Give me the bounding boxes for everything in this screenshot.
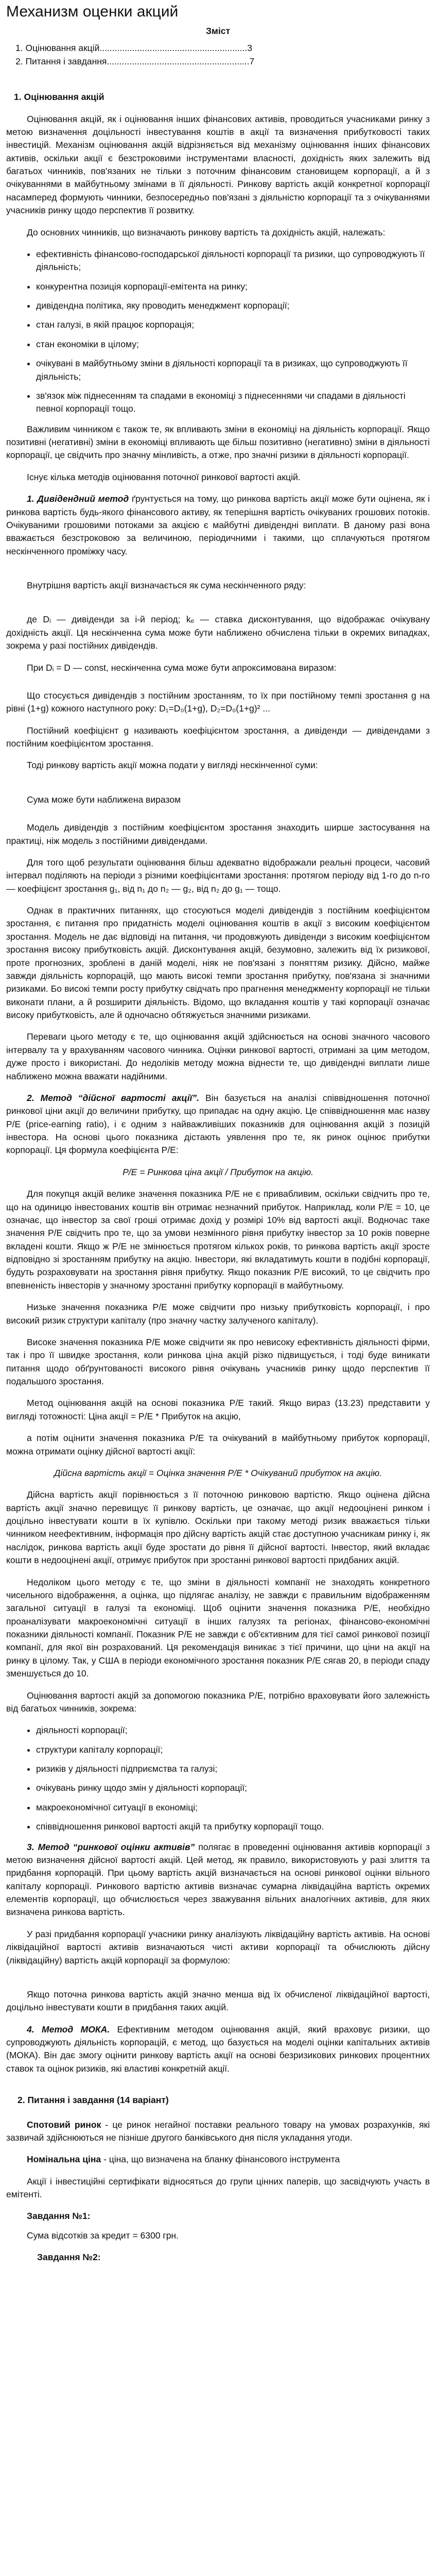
method-1-text: ґрунтується на тому, що ринкова вартість акції може бути оцінена, як і ринкова вартість будь-якого фінансового активу, як теперішня вартість очікуваних грошових потоків. Очікуваними грошовими потоками за акцією є майбутні дивідендні виплати. В даному разі вона вважається безстроковою за величиною, періодичними і такими, що сплачуються протягом нескінченного проміжку часу.	[6, 494, 430, 556]
task-1-answer: Сума відсотків за кредит = 6300 грн.	[27, 2230, 179, 2241]
paragraph: Існує кілька методів оцінювання поточної ринкової вартості акцій.	[27, 471, 301, 482]
paragraph: де Dᵢ — дивіденди за і-й період; kₑ — ставка дисконтування, що відображає очікувану дохідність акції. Ця нескінченна сума може бути наближено обчислена тільки в окремих випадках, зокрема у разі постійних дивідендів.	[6, 614, 430, 651]
method-1-label: 1. Дивідендний метод	[27, 494, 129, 504]
toc-heading: Зміст	[205, 26, 231, 36]
paragraph: Що стосується дивідендів з постійним зростанням, то їх при постійному темпі зростання g на рівні (1+g) кожного наступного року: D₁=D₀(1+g), D₂=D₀(1+g)² ...	[6, 690, 430, 714]
term-nominal-price	[6, 2153, 430, 2166]
paragraph: Низьке значення показника P/E може свідчити про низьку прибутковість корпорації, і про високий ризик структури капіталу (про значну частку залученого капіталу).	[6, 1302, 430, 1326]
formula-intrinsic-value-text: Дійсна вартість акції = Оцінка значення P/E * Очікуваний прибуток на акцію.	[54, 1467, 382, 1478]
paragraph: Дійсна вартість акції порівнюється з її поточною ринковою вартістю. Якщо оцінена дійсна вартість акції значно перевищує її ринкову вартість, це означає, що акції недооцінені ринком і доцільно інвестувати кошти в їх купівлю. Оскільки при такому методі ризик вважається тільки чинником неефективним, інформація про дійсну вартість акцій стає доступною учасникам ринку і, як наслідок, ринкова вартість акції буде зростати до рівня її дійсної вартості. Інвестор, який вкладає кошти в недооцінені акції, отримує прибуток при зростанні ринкової вартості придбаних акцій.	[6, 1489, 430, 1566]
method-4-text: Ефективним методом оцінювання акцій, який враховує ризики, що супроводжують діяльність корпорацій, є метод, що базується на моделі оцінки капітальних активів (МОКА). Він дає змогу оцінити ринкову вартість акції на основі безризикових ринкових процентних ставок та оцінок ризиків, які властиві конкретній акції.	[6, 2024, 430, 2074]
list-item: • конкурентна позиція корпорації-емітента на ринку;	[36, 280, 430, 293]
pe-factors-list	[6, 1724, 430, 1833]
paragraph: Для того щоб результати оцінювання більш адекватно відображали реальні процеси, часовий інтервал поділяють на періоди з різними коефіцієнтами зростання: протягом періоду від 1-го до n-го — коефіцієнт зростання g₁, від n₁ до n₂ — g₂, від n₂ до g₁ — тощо.	[6, 857, 430, 894]
paragraph: При Dᵢ = D — const, нескінченна сума може бути апроксимована виразом:	[27, 662, 337, 673]
method-3-paragraph	[6, 1841, 430, 1919]
formula-intrinsic-value	[6, 1467, 430, 1480]
list-item: • ефективність фінансово-господарської діяльності корпорації та ризики, що супроводжують її діяльність;	[36, 248, 430, 274]
paragraph: Метод оцінювання акцій на основі показника P/E такий. Якщо вираз (13.23) представити у вигляді тотожності: Ціна акції = P/E * Прибуток на акцію,	[6, 1398, 430, 1421]
paragraph: У разі придбання корпорації учасники ринку аналізують ліквідаційну вартість активів. На основі ліквідаційної вартості активів визначаються чисті активи корпорації та обчислюють дійсну (ліквідаційну) вартість акцій корпорації за формулою:	[6, 1928, 430, 1965]
term-spot-market	[6, 2119, 430, 2145]
task-1-heading: Завдання №1:	[27, 2211, 91, 2222]
paragraph: Акції і інвестиційні сертифікати відносяться до групи цінних паперів, що засвідчують участь в емітенті.	[6, 2176, 430, 2199]
method-2-label: 2. Метод “дійсної вартості акції”.	[27, 1092, 199, 1103]
paragraph: Модель дивідендів з постійним коефіцієнтом зростання знаходить ширше застосування на практиці, ніж модель з постійними дивідендами.	[6, 822, 430, 846]
paragraph: Переваги цього методу є те, що оцінювання акцій здійснюється на основі значного часового інтервалу та у врахуванням часового чинника. Оцінки ринкової вартості, отримані за цим методом, дуже просто і використані. До недоліків методу можна віднести те, що дивідендні виплати лише наближено можна вважати надійними.	[6, 1031, 430, 1081]
method-2-text: Він базується на аналізі співвідношення поточної ринкової ціни акції до величини прибутку, що припадає на одну акцію. Це співвідношення має назву P/E (price-earning ratio), і є одним з найважливіших показників для оцінювання акцій з позицій інвестора. На основі цього показника дістають уявлення про те, як ринок оцінює прибутки корпорації. Ця формула коефіцієнта P/E:	[6, 1092, 430, 1156]
toc-link-1[interactable]: 1. Оцінювання акцій...........................................................3	[15, 43, 252, 54]
paragraph: Високе значення показника P/E може свідчити як про невисоку ефективність діяльності фірми, так і про її швидке зростання, коли ринкова ціна акцій різко підвищується, і тоді буде виникати питання щодо обґрунтованості високого рівня очікувань учасників ринку щодо перспектив її подальшого зростання.	[6, 1336, 430, 1386]
list-item: • структури капіталу корпорації;	[36, 1743, 430, 1756]
paragraph: До основних чинників, що визначають ринкову вартість та дохідність акцій, належать:	[27, 227, 386, 238]
list-item: • ризиків у діяльності підприємства та галузі;	[36, 1762, 430, 1775]
method-3-text: полягає в проведенні оцінювання активів корпорації з метою визначення дійсної вартості акцій. Цей метод, як правило, використовують у разі злиття та придбання корпорацій. При цьому вартість акцій визначається на основі ринкової оцінки вільного капіталу корпорації. Ринкового вартістю активів визначає сумарна ліквідаційна вартість окремих елементів корпорації, що обчислюється через зважування вільних аналогічних активів, для яких визначена ринкова вартість.	[6, 1841, 430, 1918]
method-3-label: 3. Метод “ринкової оцінки активів”	[27, 1841, 195, 1852]
document-title: Механизм оценки акций	[6, 3, 179, 20]
term-spot-market-label: Спотовий ринок	[27, 2119, 101, 2130]
paragraph: Сума може бути наближена виразом	[27, 794, 181, 805]
paragraph: Тоді ринкову вартість акції можна подати у вигляді нескінченної суми:	[27, 760, 318, 771]
list-item: • макроекономічної ситуації в економіці;	[36, 1801, 430, 1814]
paragraph: Недоліком цього методу є те, що зміни в діяльності компанії не знаходять конкретного чисельного відображення, а оцінка, що підлягає аналізу, не завжди є правильним відображенням загальної ситуації в галузі та економіці. Щоб оцінити значення показника P/E, необхідно проаналізувати макроекономічні ситуації в інших галузях та регіонах, фінансово-економічні показники діяльності компанії. Показник P/E не завжди є об'єктивним для тієї самої ринкової позиції компанії, для якої він розрахований. Ця рекомендація виникає з тієї причини, що ціни на акції на ринку в цілому. Так, у США в періоди економічного зростання показник P/E сягав 20, в періоди спаду зменшується до 10.	[6, 1577, 430, 1679]
list-item: • стан галузі, в якій працює корпорація;	[36, 318, 430, 331]
paragraph: Важливим чинником є також те, як впливають зміни в економіці на діяльність корпорації. Якщо позитивні (негативні) зміни в економіці впливають ще більш позитивно (негативно) зміни в діяльності корпорації, це свідчить про значну мінливість, а отже, про значні ризики в діяльності корпорації.	[6, 423, 430, 461]
paragraph: Постійний коефіцієнт g називають коефіцієнтом зростання, а дивіденди — дивідендами з постійним коефіцієнтом зростання.	[6, 725, 430, 749]
paragraph: Для покупця акцій велике значення показника P/E не є привабливим, оскільки свідчить про те, що на одиницю інвестованих коштів він отримає незначний прибуток. Наприклад, коли P/E = 10, це означає, що інвестор за свої гроші отримає дохід у розмірі 10% від вартості акції. Водночас таке значення P/E свідчить про те, що за умови незмінного рівня прибутку інвестор за 10 років поверне вкладені кошти. Якщо ж P/E не змінюється протягом кількох років, то ринкова вартість акції зросте відповідно зі зростанням прибутку на акцію. Інвестори, які вкладатимуть кошти в подібні корпорації, будуть розраховувати на зростання рівня прибутку. Якщо показник P/E високий, то це свідчить про впевненість інвесторів у значному зростанні прибутку корпорації в майбутньому.	[6, 1189, 430, 1291]
section-1-heading: 1. Оцінювання акцій	[14, 92, 104, 103]
section-2-heading: 2. Питання і завдання (14 варіант)	[18, 2095, 169, 2106]
paragraph: а потім оцінити значення показника P/E та очікуваний в майбутньому прибуток корпорації, можна отримати оцінку дійсної вартості акції:	[6, 1433, 430, 1456]
toc-link-2[interactable]: 2. Питання і завдання.........................................................7	[15, 56, 255, 66]
list-item: • дивідендна політика, яку проводить менеджмент корпорації;	[36, 299, 430, 312]
term-nominal-price-text: - ціна, що визначена на бланку фінансового інструмента	[101, 2154, 340, 2165]
formula-pe	[6, 1166, 430, 1179]
task-2-heading: Завдання №2:	[37, 2252, 101, 2263]
list-item: • співвідношення ринкової вартості акцій та прибутку корпорації тощо.	[36, 1820, 430, 1833]
toc-item-1[interactable]	[15, 42, 430, 55]
term-nominal-price-label: Номінальна ціна	[27, 2154, 101, 2165]
list-item: • стан економіки в цілому;	[36, 338, 430, 351]
formula-pe-text: P/E = Ринкова ціна акції / Прибуток на акцію.	[123, 1166, 313, 1177]
toc-item-2[interactable]	[15, 55, 430, 68]
paragraph: Внутрішня вартість акції визначається як сума нескінченного ряду:	[27, 580, 306, 590]
list-item: • діяльності корпорації;	[36, 1724, 430, 1737]
method-4-paragraph	[6, 2023, 430, 2076]
paragraph: Однак в практичних питаннях, що стосуються моделі дивідендів з постійним коефіцієнтом зростання, є питання про придатність моделі оцінювання коштів в акції з високим коефіцієнтом зростання. Модель не дає відповіді на питання, чи продовжують дивіденди з високим коефіцієнтом зростання високу прибутковість акцій. Дисконтування акцій, безумовно, залежить від їх ризикової, проте прогнозних, зроблені в даній моделі, ніяк не пов'язані з поняттям ризику. Дійсно, майже завжди діяльність корпорацій, що мають високі темпи зростання прибутку, пов'язана зі значними ризиками. Бо високі темпи росту прибутку свідчать про прагнення менеджменту корпорації не тільки виконати плани, а й розширити діяльність. Відомо, що вкладання коштів у такі корпорації означає високу прибутковість, але й одночасно обтяжується значними ризиками.	[6, 905, 430, 1020]
paragraph: Оцінювання акцій, як і оцінювання інших фінансових активів, проводиться учасниками ринку з метою визначення доцільності інвестування коштів в акції та визначення прибутковості таких інвестицій. Механізм оцінювання акцій відрізняється від механізму оцінювання інших фінансових активів, оскільки акції є безстроковими інструментами власності, дохідність яких залежить від багатьох чинників, пов'язаних не тільки з поточним фінансовим становищем корпорації, а й з очікуваннями в майбутньому змінами в її діяльності. Ринкову вартість акцій конкретної корпорації насамперед формують чинники, безпосередньо пов'язані з діяльністю корпорації та з очікуваннями учасників ринку щодо перспектив її розвитку.	[6, 113, 430, 216]
paragraph: Якщо поточна ринкова вартість акцій значно менша від їх обчисленої ліквідаційної вартості, доцільно інвестувати кошти в придбання таких акцій.	[6, 1989, 430, 2013]
list-item: • зв'язок між піднесенням та спадами в економіці з піднесеннями чи спадами в діяльності певної корпорації тощо.	[36, 389, 430, 416]
method-4-label: 4. Метод МОКА.	[27, 2024, 110, 2035]
paragraph: Оцінювання вартості акцій за допомогою показника P/E, потрібно враховувати його залежність від багатьох чинників, зокрема:	[6, 1690, 430, 1714]
factors-list	[6, 248, 430, 416]
method-1-paragraph	[6, 493, 430, 558]
term-spot-market-text: - це ринок негайної поставки реального товару на умовах розрахунків, які зазвичай здійснюються не пізніше другого банківського дня після укладання угоди.	[6, 2119, 430, 2143]
method-2-paragraph	[6, 1092, 430, 1157]
list-item: • очікувань ринку щодо змін у діяльності корпорації;	[36, 1782, 430, 1794]
list-item: • очікувані в майбутньому зміни в діяльності корпорації та в ризиках, що супроводжують її діяльність;	[36, 357, 430, 383]
